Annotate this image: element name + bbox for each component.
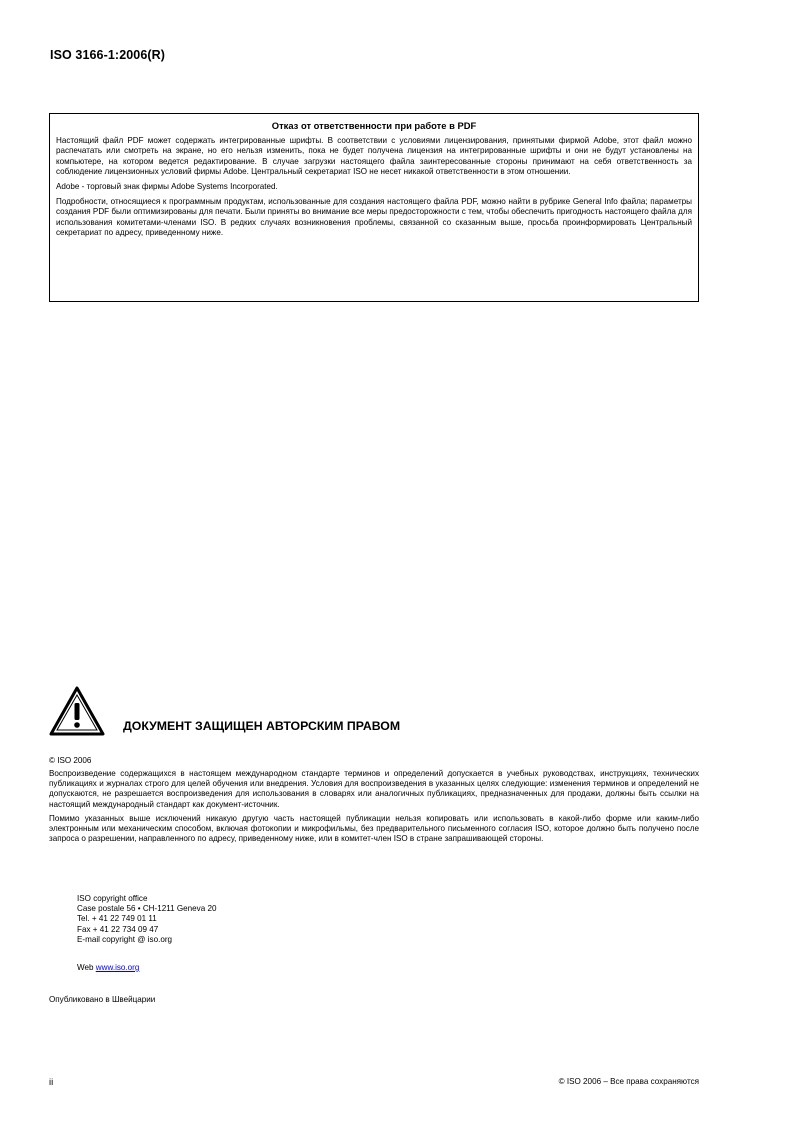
disclaimer-title: Отказ от ответственности при работе в PDF xyxy=(271,120,477,131)
iso-website-link[interactable]: www.iso.org xyxy=(95,963,140,972)
address-line: E-mail copyright @ iso.org xyxy=(77,934,173,944)
copyright-paragraph: Помимо указанных выше исключений никакую другую часть настоящей публикации нельзя копировать или использовать в какой-либо форме или каким-либо электронным или механическим способом, включая фотокопии и микрофильмы, без предварительного письменного согласия ISO, которое должно быть получено после запроса о разрешении, направленного по адресу, приведенному ниже, или в комитет-член ISO в стране запрашивающей стороны. xyxy=(49,813,699,844)
disclaimer-paragraph: Adobe - торговый знак фирмы Adobe Systems Incorporated. xyxy=(56,182,278,192)
document-id: ISO 3166-1:2006(R) xyxy=(50,48,166,62)
copyright-paragraph: Воспроизведение содержащихся в настоящем международном стандарте терминов и определений допускается в учебных руководствах, инструкциях, технических публикациях и журналах строго для целей обучения или внедрения. Условия для воспроизведения в указанных целях следующие: изменения терминов и определений не допускаются, не разрешается воспроизведения для использования в словарях или аналогичных публикациях, предназначенных для продажи, должны быть ссылки на настоящий международный стандарт как документ-источник. xyxy=(49,769,699,809)
warning-triangle-icon xyxy=(49,686,105,736)
web-line xyxy=(77,963,139,972)
copyright-heading-row xyxy=(49,686,699,738)
copyright-heading: ДОКУМЕНТ ЗАЩИЩЕН АВТОРСКИМ ПРАВОМ xyxy=(123,719,401,733)
pdf-disclaimer-box xyxy=(49,113,699,302)
copyright-body xyxy=(49,769,699,848)
address-line: Fax + 41 22 734 09 47 xyxy=(77,924,159,934)
address-line: Case postale 56 • CH-1211 Geneva 20 xyxy=(77,904,217,914)
iso-address xyxy=(77,894,216,945)
web-label: Web xyxy=(77,963,94,972)
address-line: ISO copyright office xyxy=(77,894,148,903)
disclaimer-paragraph: Настоящий файл PDF может содержать интегрированные шрифты. В соответствии с условиями лицензирования, принятыми фирмой Adobe, этот файл можно распечатать или смотреть на экране, но его нельзя изменить, пока не будет получена лицензия на интегрированные шрифты и они не будут установлены на компьютере, на котором ведется редактирование. В случае загрузки настоящего файла заинтересованные стороны принимают на себя ответственность за соблюдение лицензионных условий фирмы Adobe. Центральный секретариат ISO не несет никакой ответственности в этом отношении. xyxy=(56,136,692,176)
copyright-notice xyxy=(49,686,699,738)
footer-copyright: © ISO 2006 – Все права сохраняются xyxy=(558,1077,699,1086)
disclaimer-paragraph: Подробности, относящиеся к программным продуктам, использованные для создания настоящего файла PDF, можно найти в рубрике General Info файла; параметры создания PDF были оптимизированы для печати. Были приняты во внимание все меры предосторожности с тем, чтобы обеспечить пригодность настоящего файла для использования комитетами-членами ISO. В редких случаях возникновения проблемы, связанной со сказанным выше, просьба проинформировать Центральный секретариат по адресу, приведенному ниже. xyxy=(56,197,692,237)
page-number: ii xyxy=(49,1076,54,1087)
address-line: Tel. + 41 22 749 01 11 xyxy=(77,914,157,924)
copyright-year: © ISO 2006 xyxy=(49,756,92,765)
published-in: Опубликовано в Швейцарии xyxy=(49,995,156,1004)
